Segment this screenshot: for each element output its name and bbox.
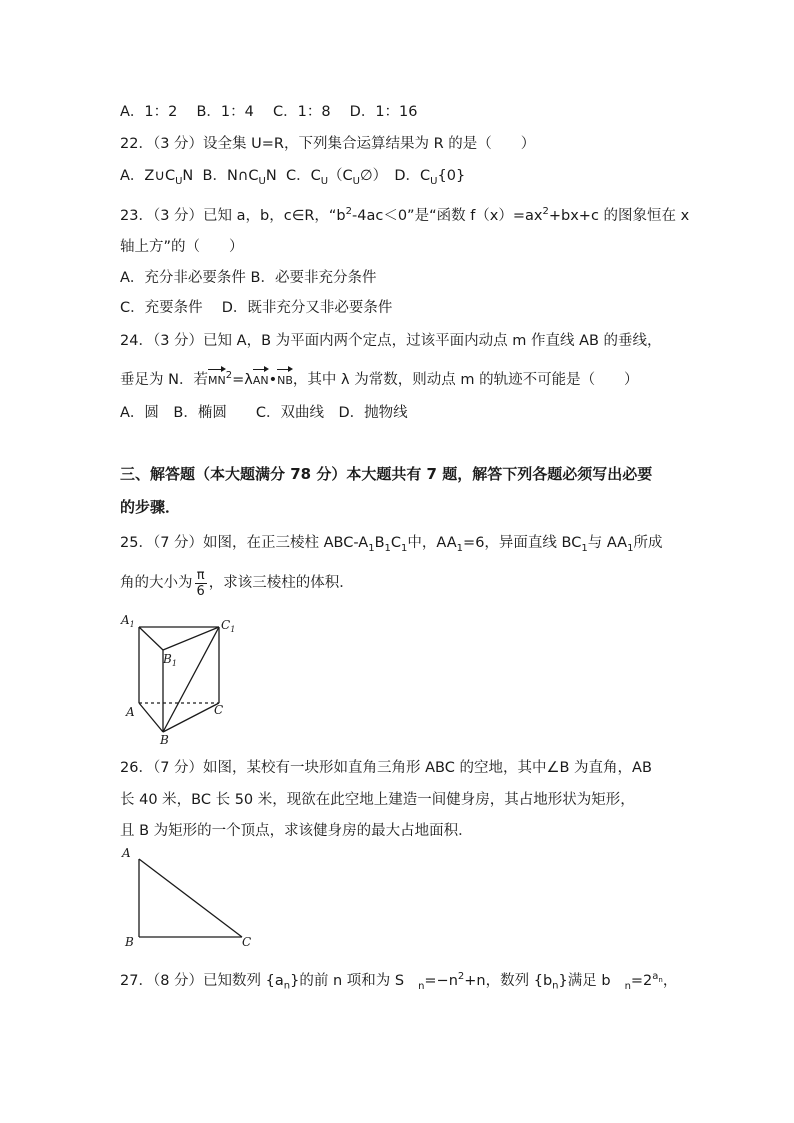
tri-label-a: A: [122, 846, 131, 860]
vector-nb: NB: [277, 367, 293, 391]
q25-line-2: 角的大小为 $\frac{\pi}{6}$ ，求该三棱柱的体积．: [120, 567, 354, 599]
q24-line-2: 垂足为 N．若$MN^2=\lambda AN•NB$，其中 λ 为常数，则动点 m 的轨迹不可能是（ ）: [120, 366, 639, 391]
label-c1: $C_1$: [221, 618, 236, 634]
section-3-heading-cont: 的步骤．: [120, 498, 181, 516]
label-c: C: [214, 703, 224, 717]
q22-stem: 22．（3 分）设全集 U=R，下列集合运算结果为 R 的是（ ）: [120, 136, 536, 152]
q23-line-2: 轴上方”的（ ）: [120, 239, 244, 255]
vector-an: AN: [253, 367, 269, 391]
label-b: B: [160, 733, 169, 747]
section-3-heading: 三、解答题（本大题满分 78 分）本大题共有 7 题，解答下列各题必须写出必要: [120, 465, 653, 483]
prism-figure: [115, 608, 245, 748]
q24-line-1: 24．（3 分）已知 A，B 为平面内两个定点，过该平面内动点 m 作直线 AB 的垂线，: [120, 333, 662, 349]
q23-options-cd: C．充要条件 D．既非充分又非必要条件: [120, 300, 393, 316]
q26-line-3: 且 B 为矩形的一个顶点，求该健身房的最大占地面积．: [120, 823, 473, 839]
q23-line-1: 23．（3 分）已知 a，b，c∈R，“$b^2-4ac<0$”是“函数 $f(x)=ax^2+bx+c$ 的图象恒在 x: [120, 206, 690, 224]
label-a: A: [126, 705, 135, 719]
q25-line-1: 25．（7 分）如图，在正三棱柱 ABC-$A_1B_1C_1$中，$AA_1=6$，异面直线 $BC_1$与 $AA_1$所成: [120, 535, 663, 554]
label-a1: $A_1$: [121, 613, 135, 629]
q21-options: A．1：2 B．1：4 C．1：8 D．1：16: [120, 104, 418, 120]
q23-options-ab: A．充分非必要条件 B．必要非充分条件: [120, 270, 377, 286]
q24-options: A．圆 B．椭圆 C．双曲线 D．抛物线: [120, 405, 408, 421]
q22-options: A．$Z\cup C_UN$ B．$N\cap C_UN$ C．$C_U(C_U\emptyset)$ D．$C_U\{0\}$: [120, 168, 466, 187]
q26-line-2: 长 40 米，BC 长 50 米，现欲在此空地上建造一间健身房，其占地形状为矩形，: [120, 792, 635, 808]
right-triangle-figure: [115, 842, 265, 952]
tri-label-c: C: [242, 935, 252, 949]
q27-line-1: 27．（8 分）已知数列 $\{a_n\}$的前 n 项和为 S $_n=-n^2+n$，数列 $\{b_n\}$满足 b $_n=2^{a_n}$，: [120, 971, 678, 992]
fraction-pi-over-6: $\frac{\pi}{6}$: [196, 567, 205, 599]
vector-mn: MN: [208, 367, 226, 391]
q26-line-1: 26．（7 分）如图，某校有一块形如直角三角形 ABC 的空地，其中∠B 为直角，AB: [120, 760, 652, 776]
tri-label-b: B: [125, 935, 134, 949]
label-b1: $B_1$: [163, 652, 177, 668]
